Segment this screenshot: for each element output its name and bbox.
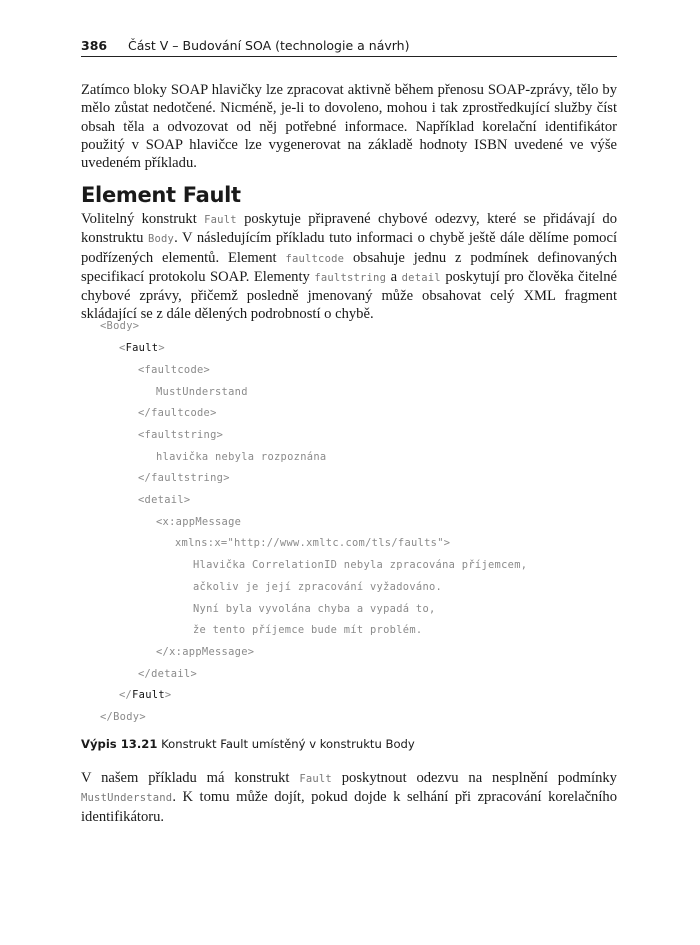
- code-line: xmlns:x="http://www.xmltc.com/tls/faults">: [175, 537, 451, 549]
- code-line: [119, 342, 165, 354]
- closing-paragraph: [81, 769, 617, 826]
- code-line: </x:appMessage>: [156, 646, 255, 658]
- listing-caption: [81, 737, 415, 751]
- code-line: <faultcode>: [138, 364, 211, 376]
- code-line: </Body>: [100, 711, 146, 723]
- page-number: 386: [81, 38, 108, 53]
- caption-number: Výpis 13.21: [81, 737, 158, 751]
- code-line: MustUnderstand: [156, 386, 248, 398]
- caption-text: Konstrukt Fault umístěný v konstruktu Body: [157, 737, 415, 751]
- code-token: </: [119, 689, 133, 701]
- code-line: </detail>: [138, 668, 198, 680]
- inline-code-fault: Fault: [299, 773, 332, 785]
- code-line: ačkoliv je její zpracování vyžadováno.: [193, 581, 443, 593]
- code-token: >: [164, 689, 172, 701]
- inline-code-faultstring: faultstring: [314, 271, 387, 284]
- running-header: [81, 38, 617, 56]
- code-keyword-fault: Fault: [125, 342, 159, 354]
- code-line: Nyní byla vyvolána chyba a vypadá to,: [193, 603, 436, 615]
- inline-code-fault: Fault: [204, 214, 237, 226]
- text-run: . V následujícím příkladu tuto informaci o chybě ještě dále dělíme pomocí podřízených elementů. Element: [81, 230, 618, 266]
- code-line: <detail>: [138, 494, 191, 506]
- text-run: poskytnout odezvu na nesplnění podmínky: [331, 770, 617, 786]
- intro-paragraph: Zatímco bloky SOAP hlavičky lze zpracovat aktivně během přenosu SOAP-zprávy, tělo by mělo zůstat nedotčené. Nicméně, je-li to dovoleno, mohou i tak zprostředkující služby číst obsah těla a odvozovat od něj potřebné informace. Například korelační identifikátor použitý v SOAP hlavičce lze vygenerovat na základě hodnoty ISBN uvedené ve výše uvedeném příkladu.: [81, 82, 617, 172]
- text-run: obsahuje jednu z podmínek definovaných specifikací protokolu SOAP. Elementy: [81, 249, 617, 285]
- inline-code-detail: detail: [401, 271, 441, 284]
- inline-code-mustunderstand: MustUnderstand: [81, 792, 173, 805]
- section-paragraph: [81, 210, 617, 324]
- text-run: poskytuje připravené chybové odezvy, které se přidávají do konstruktu: [81, 211, 617, 247]
- code-line: že tento příjemce bude mít problém.: [193, 624, 423, 636]
- inline-code-faultcode: faultcode: [285, 252, 345, 265]
- text-run: Volitelný konstrukt: [81, 211, 205, 227]
- text-run: . K tomu může dojít, pokud dojde k selhání při zpracování korelačního identifikátoru.: [81, 789, 617, 825]
- code-line: [119, 689, 171, 701]
- code-line: <Body>: [100, 320, 140, 332]
- chapter-title: Část V – Budování SOA (technologie a návrh): [128, 38, 410, 53]
- text-run: V našem příkladu má konstrukt: [81, 770, 300, 786]
- code-line: </faultcode>: [138, 407, 217, 419]
- code-line: </faultstring>: [138, 472, 230, 484]
- code-line: <faultstring>: [138, 429, 224, 441]
- text-run: poskytují pro člověka čitelné chybové zprávy, přičemž posledně jmenovaný může obsahovat celý XML fragment skládající se z dále dělených podrobností o chybě.: [81, 268, 617, 323]
- code-line: <x:appMessage: [156, 516, 242, 528]
- section-heading: Element Fault: [81, 183, 241, 207]
- inline-code-body: Body: [147, 233, 175, 246]
- text-run: a: [386, 268, 402, 285]
- code-token: <: [119, 342, 126, 354]
- header-rule: [81, 56, 617, 57]
- code-token: >: [158, 342, 165, 354]
- code-keyword-fault: Fault: [132, 689, 165, 701]
- code-line: hlavička nebyla rozpoznána: [156, 451, 327, 463]
- code-line: Hlavička CorrelationID nebyla zpracována příjemcem,: [193, 559, 528, 571]
